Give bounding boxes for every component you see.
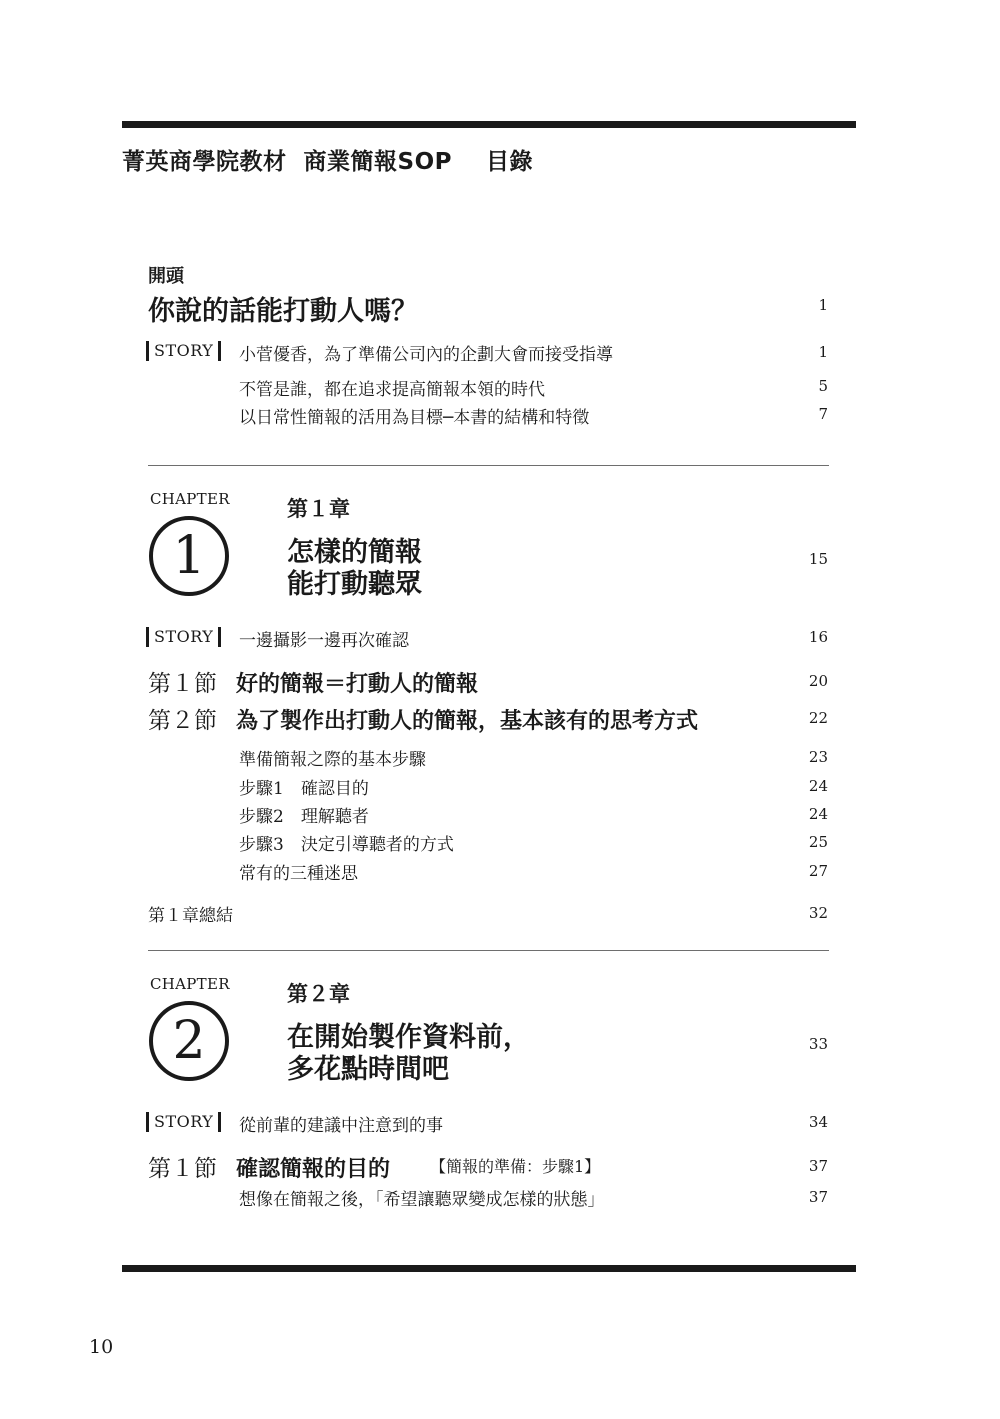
chapter-title-line2: 能打動聽眾	[287, 569, 422, 600]
section-title: 為了製作出打動人的簡報，基本該有的思考方式	[236, 709, 699, 734]
toc-item-page: 5	[818, 377, 828, 395]
story-tag: STORY	[146, 1112, 221, 1132]
section-note: 【簡報的準備：步驟1】	[430, 1157, 601, 1176]
intro-title: 你說的話能打動人嗎？	[148, 296, 418, 327]
toc-item: 常有的三種迷思	[239, 864, 358, 884]
section-title: 好的簡報＝打動人的簡報	[236, 672, 479, 697]
chapter-label: CHAPTER	[150, 975, 230, 993]
toc-item: 步驟2 理解聽者	[239, 807, 369, 827]
chapter-title-line1: 在開始製作資料前，	[287, 1022, 530, 1053]
chapter-label: CHAPTER	[150, 490, 230, 508]
intro-story-text: 小菅優香，為了準備公司內的企劃大會而接受指導	[239, 345, 613, 365]
chapter-page: 15	[808, 550, 828, 568]
story-tag: STORY	[146, 341, 221, 361]
toc-item-page: 24	[808, 777, 828, 795]
toc-item-page: 27	[808, 862, 828, 880]
toc-item-page: 7	[818, 405, 828, 423]
intro-story-page: 1	[818, 343, 828, 361]
section-page: 37	[808, 1157, 828, 1175]
toc-item: 不管是誰，都在追求提高簡報本領的時代	[239, 380, 545, 400]
chapter-summary: 第１章總結	[148, 906, 233, 926]
chapter-number-circle: 1	[149, 516, 229, 596]
section-label: 第２節	[148, 708, 217, 734]
top-divider	[122, 121, 856, 128]
chapter1-story-text: 一邊攝影一邊再次確認	[239, 631, 409, 651]
chapter-number: 第２章	[287, 982, 350, 1006]
chapter-title-line1: 怎樣的簡報	[287, 537, 422, 568]
section-page: 20	[808, 672, 828, 690]
toc-item-page: 23	[808, 748, 828, 766]
chapter-title-line2: 多花點時間吧	[287, 1054, 449, 1085]
section-label: 第１節	[148, 1156, 217, 1182]
toc-item-page: 24	[808, 805, 828, 823]
section-page: 22	[808, 709, 828, 727]
section-label: 第１節	[148, 671, 217, 697]
intro-page: 1	[818, 296, 828, 314]
toc-item: 步驟3 決定引導聽者的方式	[239, 835, 454, 855]
chapter2-story-text: 從前輩的建議中注意到的事	[239, 1116, 443, 1136]
chapter-summary-page: 32	[808, 904, 828, 922]
toc-item-page: 37	[808, 1188, 828, 1206]
story-tag: STORY	[146, 627, 221, 647]
page-number: 10	[89, 1336, 114, 1358]
toc-item: 步驟1 確認目的	[239, 779, 369, 799]
section-title: 確認簡報的目的	[236, 1157, 391, 1182]
chapter1-story-page: 16	[808, 628, 828, 646]
chapter-page: 33	[808, 1035, 828, 1053]
toc-item: 想像在簡報之後，「希望讓聽眾變成怎樣的狀態」	[239, 1190, 605, 1210]
chapter2-story-page: 34	[808, 1113, 828, 1131]
toc-item: 以日常性簡報的活用為目標─本書的結構和特徵	[239, 408, 590, 428]
chapter-number-circle: 2	[149, 1001, 229, 1081]
intro-label: 開頭	[148, 266, 184, 287]
section-divider	[148, 465, 829, 466]
bottom-divider	[122, 1265, 856, 1272]
toc-item: 準備簡報之際的基本步驟	[239, 750, 426, 770]
page-header-title: 菁英商學院教材 商業簡報SOP 目錄	[122, 149, 534, 175]
section-divider	[148, 950, 829, 951]
chapter-number: 第１章	[287, 497, 350, 521]
toc-item-page: 25	[808, 833, 828, 851]
